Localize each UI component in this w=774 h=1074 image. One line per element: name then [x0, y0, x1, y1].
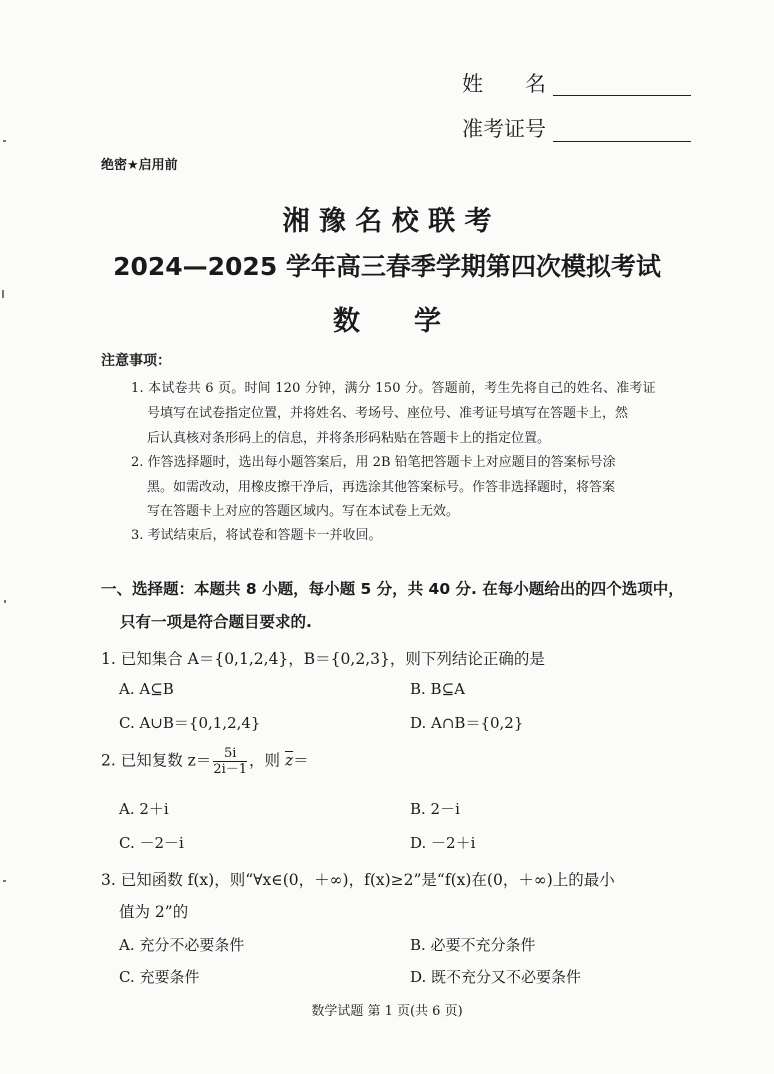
notice-heading: 注意事项：: [101, 353, 171, 369]
q2-option-b: B. 2－i: [410, 800, 460, 818]
notice-line: 3. 考试结束后，将试卷和答题卡一并收回。: [131, 528, 382, 543]
page-footer: 数学试题 第 1 页(共 6 页): [311, 1004, 463, 1019]
q1-option-a: A. A⊆B: [119, 680, 174, 698]
notice-line: 2. 作答选择题时，选出每小题答案后，用 2B 铅笔把答题卡上对应题目的答案标号涂: [131, 455, 616, 470]
notice-line: 写在答题卡上对应的答题区域内。写在本试卷上无效。: [147, 504, 460, 519]
ticket-number-label: 准考证号: [462, 117, 546, 141]
q2-option-d: D. －2＋i: [410, 834, 476, 852]
question-3-stem: 3. 已知函数 f(x)，则“∀x∈(0，＋∞)，f(x)≥2”是“f(x)在(0，＋∞)上的最小: [101, 871, 615, 889]
q2-option-c: C. －2－i: [119, 834, 184, 852]
notice-line: 1. 本试卷共 6 页。时间 120 分钟，满分 150 分。答题前，考生先将自己的姓名、准考证: [131, 381, 656, 396]
q2-conjugate-z: $\overline{z}$: [284, 751, 294, 770]
q2-fraction-numerator: 5i: [213, 747, 247, 762]
name-field-line: [553, 95, 691, 96]
secret-mark: 绝密★启用前: [101, 158, 178, 173]
q3-option-d: D. 既不充分又不必要条件: [410, 968, 582, 986]
notice-line: 黑。如需改动，用橡皮擦干净后，再选涂其他答案标号。作答非选择题时，将答案: [147, 480, 616, 495]
name-label: 姓 名: [462, 72, 546, 96]
scan-speck: [3, 140, 6, 142]
q2-stem-prefix: 2. 已知复数 z＝: [101, 751, 212, 770]
q1-option-b: B. B⊆A: [410, 680, 465, 698]
q3-option-b: B. 必要不充分条件: [410, 936, 536, 954]
q3-option-c: C. 充要条件: [119, 968, 200, 986]
subject-title: 数 学: [333, 306, 441, 337]
scan-speck: [3, 880, 6, 882]
q1-option-d: D. A∩B＝{0,2}: [410, 714, 524, 732]
q2-fraction-denominator: 2i－1: [213, 762, 248, 777]
notice-line: 号填写在试卷指定位置，并将姓名、考场号、座位号、准考证号填写在答题卡上，然: [147, 406, 629, 421]
question-1-stem: 1. 已知集合 A＝{0,1,2,4}，B＝{0,2,3}，则下列结论正确的是: [101, 650, 545, 668]
exam-title: 2024—2025 学年高三春季学期第四次模拟考试: [113, 252, 661, 281]
section-heading-cont: 只有一项是符合题目要求的.: [120, 613, 312, 631]
scan-speck: [2, 290, 4, 298]
exam-union-title: 湘 豫 名 校 联 考: [282, 206, 492, 237]
question-2-stem: [101, 747, 309, 776]
q2-option-a: A. 2＋i: [119, 800, 169, 818]
notice-line: 后认真核对条形码上的信息，并将条形码粘贴在答题卡上的指定位置。: [147, 431, 551, 446]
q2-fraction: [213, 747, 247, 776]
ticket-number-field-line: [553, 141, 691, 142]
scan-speck: [4, 600, 6, 603]
q1-option-c: C. A∪B＝{0,1,2,4}: [119, 714, 261, 732]
q3-option-a: A. 充分不必要条件: [119, 936, 245, 954]
question-3-stem-cont: 值为 2”的: [119, 903, 189, 921]
q2-stem-mid: ，则: [249, 751, 285, 770]
q2-stem-suffix: ＝: [293, 751, 309, 770]
section-heading: 一、选择题：本题共 8 小题，每小题 5 分，共 40 分. 在每小题给出的四个选项中，: [101, 580, 684, 598]
